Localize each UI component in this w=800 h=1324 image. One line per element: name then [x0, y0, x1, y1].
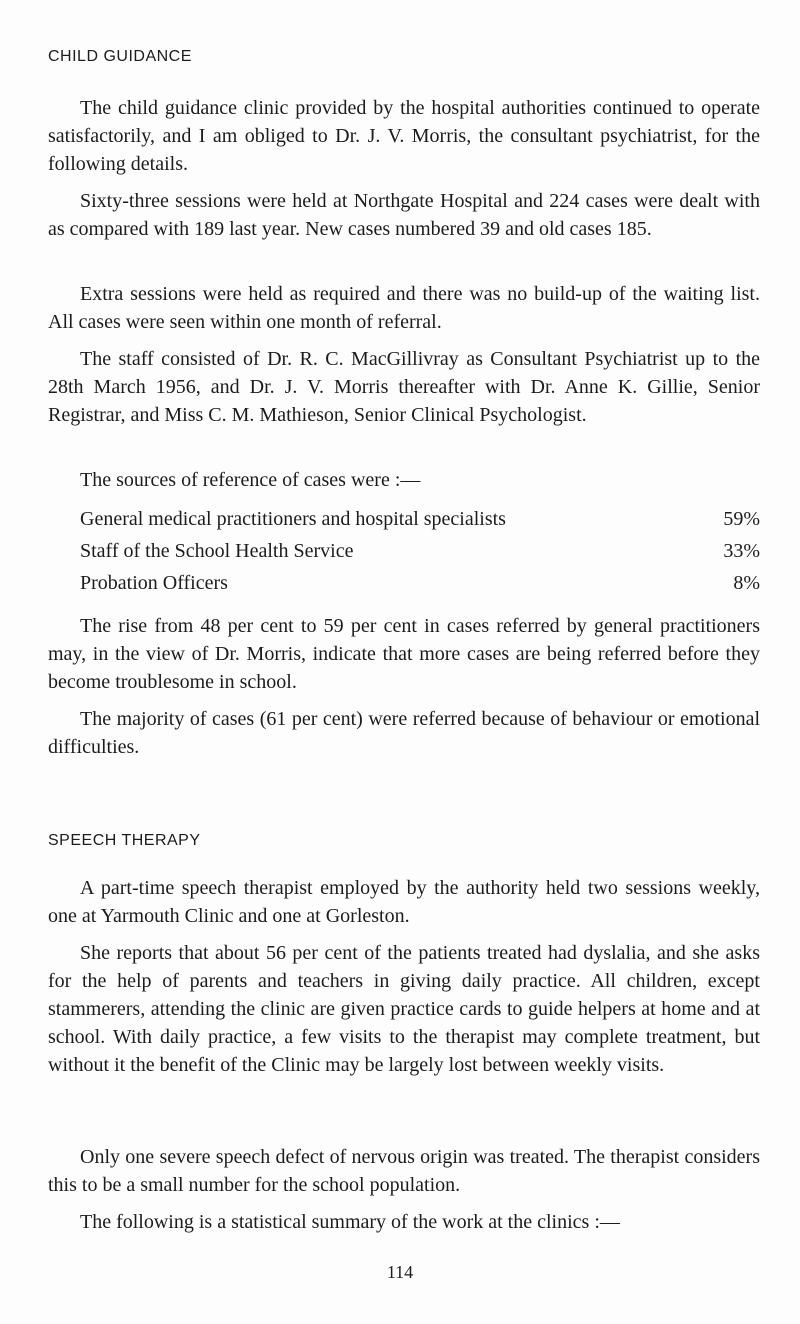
- paragraph-severe-defect: Only one severe speech defect of nervous origin was treated. The therapist considers this to be a small number for the school population.: [48, 1146, 760, 1196]
- source-row: [80, 569, 760, 601]
- source-label: Probation Officers: [80, 572, 228, 594]
- sources-of-reference-list: [80, 505, 760, 601]
- section-heading-child-guidance: CHILD GUIDANCE: [48, 48, 192, 65]
- paragraph-majority: The majority of cases (61 per cent) were referred because of behaviour or emotional difficulties.: [48, 708, 760, 758]
- paragraph-rise: The rise from 48 per cent to 59 per cent in cases referred by general practitioners may, in the view of Dr. Morris, indicate that more cases are being referred before they become troublesome in school.: [48, 615, 760, 693]
- source-row: [80, 505, 760, 537]
- source-percentage: 33%: [723, 540, 760, 562]
- paragraph-dyslalia: She reports that about 56 per cent of the patients treated had dyslalia, and she asks for the help of parents and teachers in giving daily practice. All children, except stammerers, attending the clinic are given practice cards to guide helpers at home and at school. With daily practice, a few visits to the therapist may complete treatment, but without it the benefit of the Clinic may be largely lost between weekly visits.: [48, 942, 760, 1076]
- source-label: General medical practitioners and hospital specialists: [80, 508, 506, 530]
- source-percentage: 59%: [723, 508, 760, 530]
- paragraph-extra-sessions: Extra sessions were held as required and there was no build-up of the waiting list. All cases were seen within one month of referral.: [48, 283, 760, 333]
- paragraph-clinic-intro: The child guidance clinic provided by the hospital authorities continued to operate satisfactorily, and I am obliged to Dr. J. V. Morris, the consultant psychiatrist, for the following details.: [48, 97, 760, 175]
- source-percentage: 8%: [733, 572, 760, 594]
- page-number: 114: [386, 1262, 414, 1282]
- paragraph-therapist: A part-time speech therapist employed by the authority held two sessions weekly, one at Yarmouth Clinic and one at Gorleston.: [48, 877, 760, 927]
- paragraph-sources-intro: The sources of reference of cases were :—: [80, 469, 421, 491]
- source-label: Staff of the School Health Service: [80, 540, 354, 562]
- paragraph-sessions: Sixty-three sessions were held at Northgate Hospital and 224 cases were dealt with as compared with 189 last year. New cases numbered 39 and old cases 185.: [48, 190, 760, 240]
- paragraph-staff: The staff consisted of Dr. R. C. MacGillivray as Consultant Psychiatrist up to the 28th March 1956, and Dr. J. V. Morris thereafter with Dr. Anne K. Gillie, Senior Registrar, and Miss C. M. Mathieson, Senior Clinical Psychologist.: [48, 348, 760, 426]
- section-heading-speech-therapy: SPEECH THERAPY: [48, 832, 201, 849]
- source-row: [80, 537, 760, 569]
- paragraph-statistical-summary: The following is a statistical summary of the work at the clinics :—: [80, 1211, 620, 1233]
